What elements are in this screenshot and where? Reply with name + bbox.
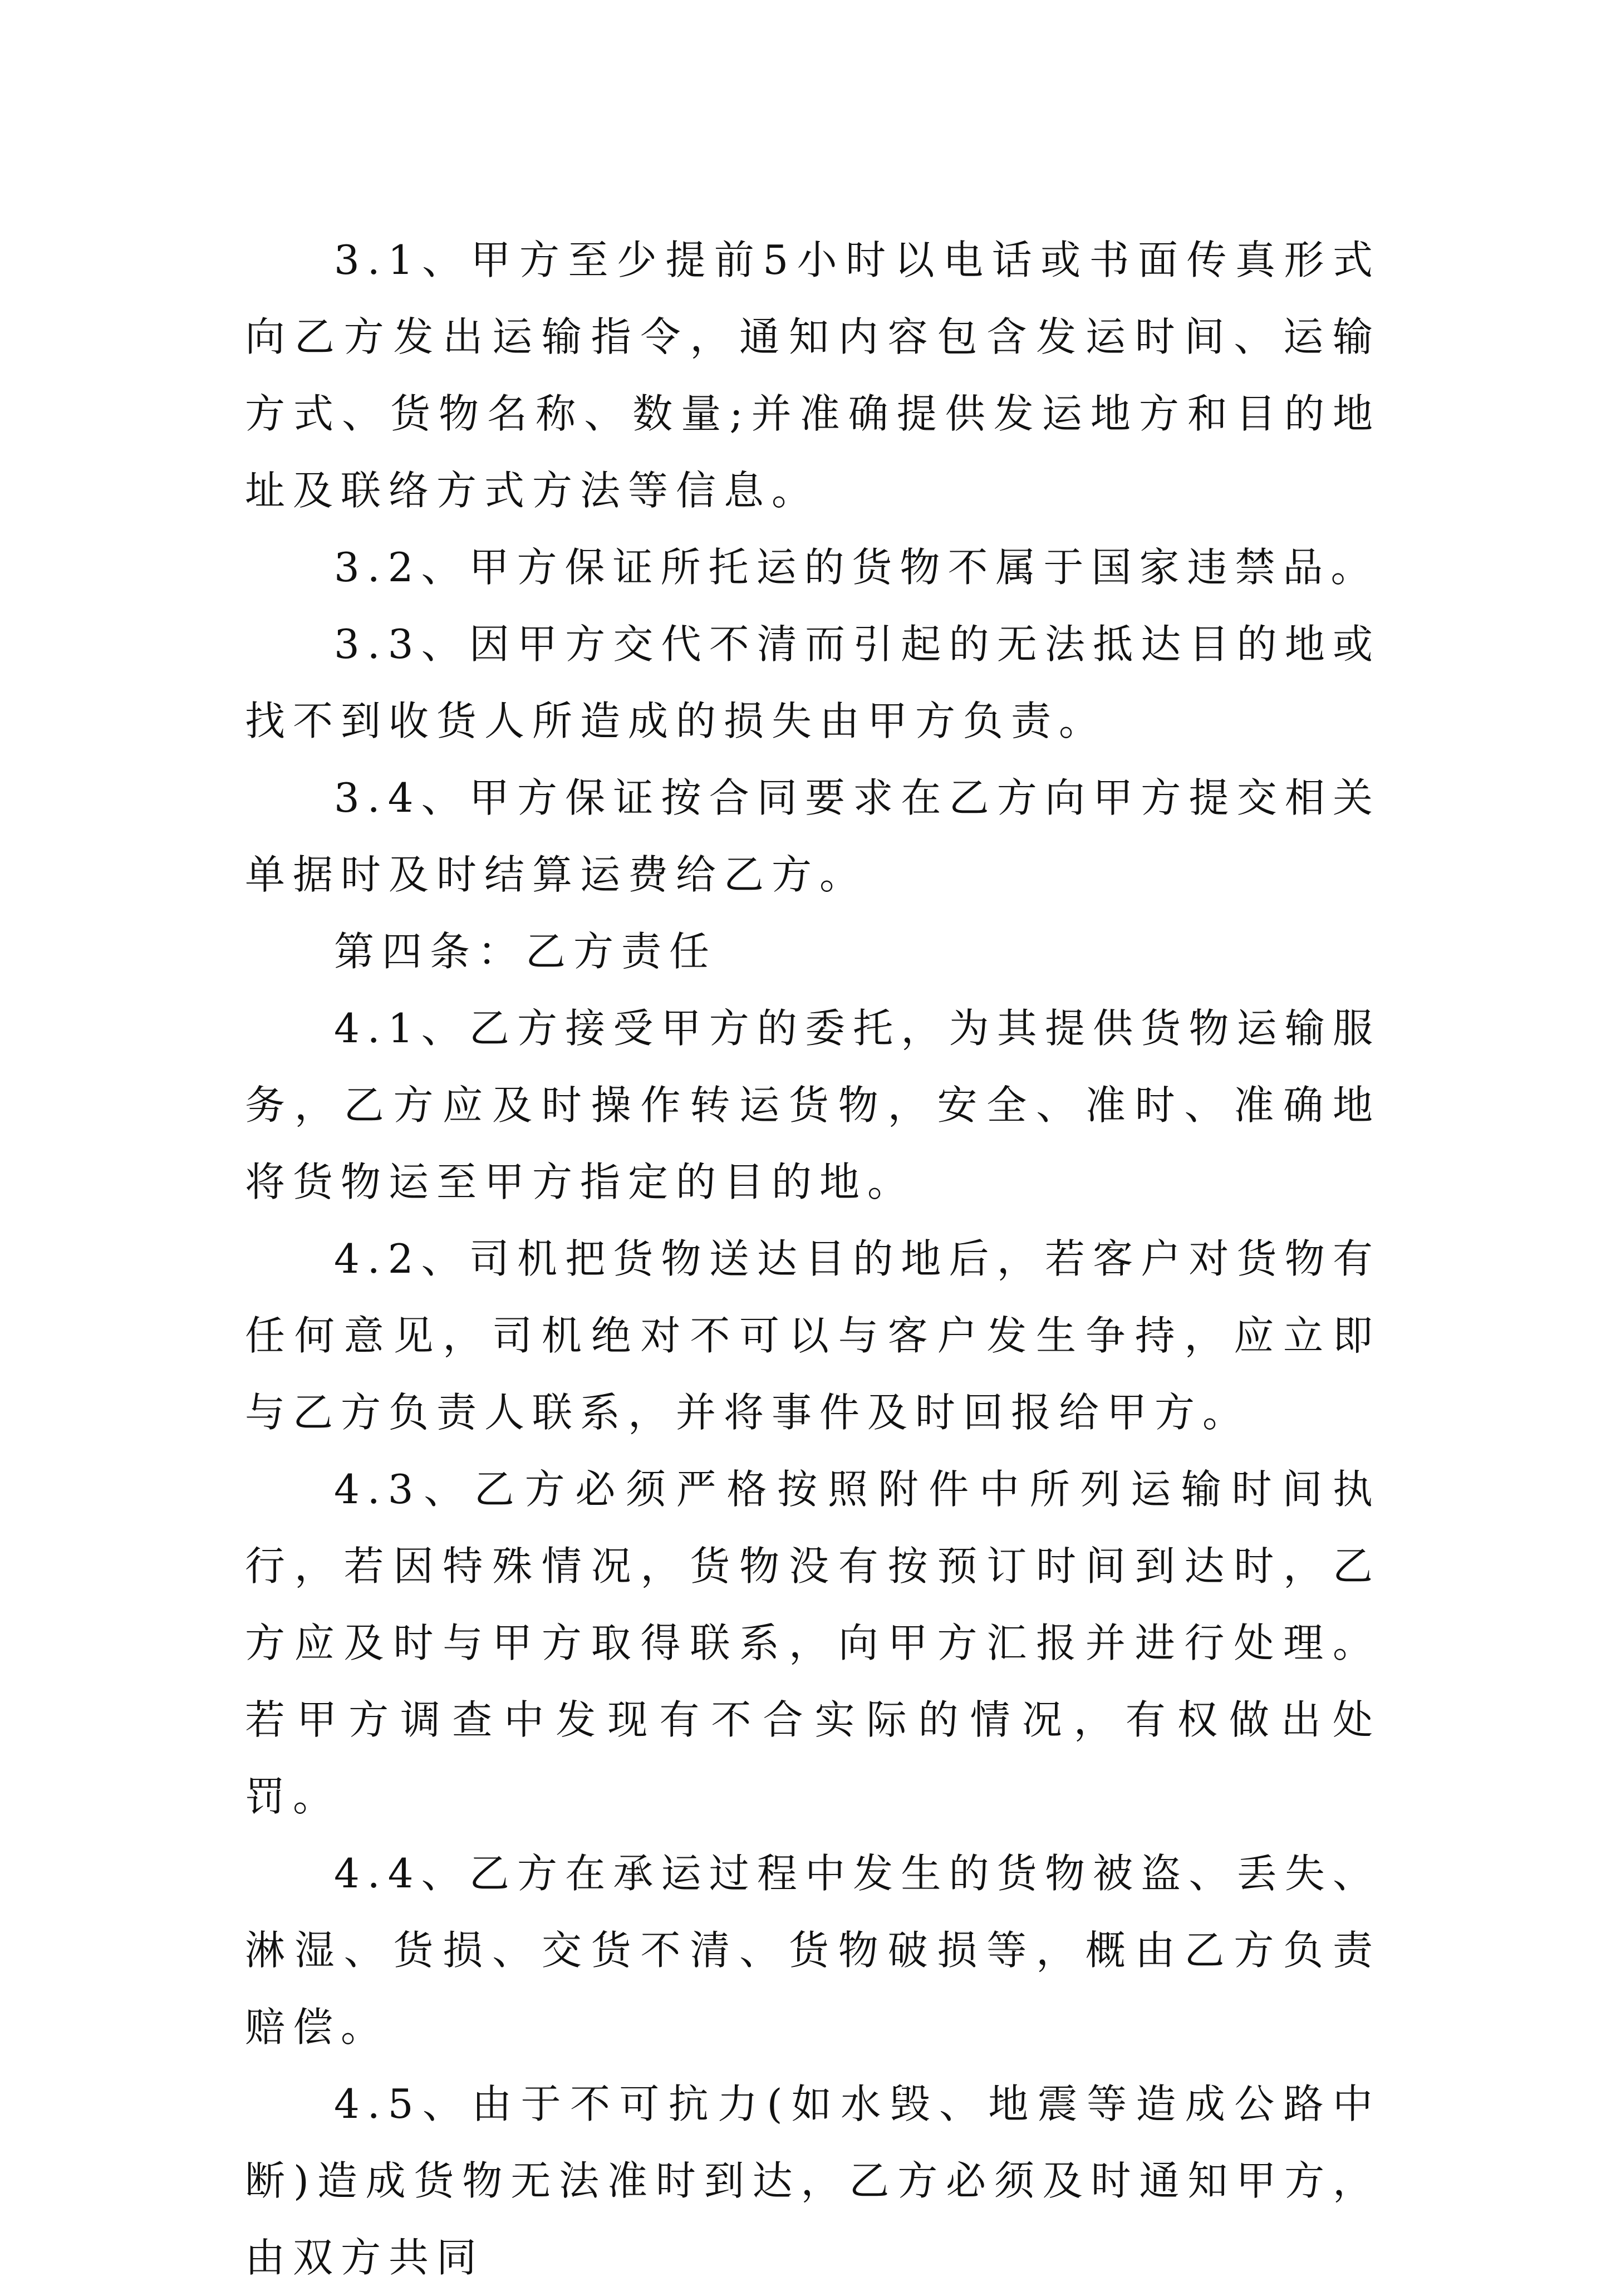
paragraph-4-5: 4.5、由于不可抗力(如水毁、地震等造成公路中断)造成货物无法准时到达，乙方必须及时通知甲方，由双方共同 (245, 2081, 1381, 2281)
paragraph-3-1: 3.1、甲方至少提前5小时以电话或书面传真形式向乙方发出运输指令，通知内容包含发运时间、运输方式、货物名称、数量;并准确提供发运地方和目的地址及联络方式方法等信息。 (245, 237, 1381, 514)
section-heading-article-4: 第四条：乙方责任 (334, 928, 718, 975)
paragraph-3-4: 3.4、甲方保证按合同要求在乙方向甲方提交相关单据时及时结算运费给乙方。 (245, 774, 1381, 898)
paragraph-4-3: 4.3、乙方必须严格按照附件中所列运输时间执行，若因特殊情况，货物没有按预订时间到达时，乙方应及时与甲方取得联系，向甲方汇报并进行处理。若甲方调查中发现有不合实际的情况，有权做出处罚。 (245, 1466, 1381, 1820)
paragraph-3-2: 3.2、甲方保证所托运的货物不属于国家违禁品。 (334, 544, 1379, 591)
paragraph-3-3: 3.3、因甲方交代不清而引起的无法抵达目的地或找不到收货人所造成的损失由甲方负责。 (245, 621, 1381, 744)
paragraph-4-4: 4.4、乙方在承运过程中发生的货物被盗、丢失、淋湿、货损、交货不清、货物破损等，概由乙方负责赔偿。 (245, 1850, 1381, 2050)
document-body (245, 222, 1381, 2296)
paragraph-4-2: 4.2、司机把货物送达目的地后，若客户对货物有任何意见，司机绝对不可以与客户发生争持，应立即与乙方负责人联系，并将事件及时回报给甲方。 (245, 1235, 1381, 1436)
paragraph-4-1: 4.1、乙方接受甲方的委托，为其提供货物运输服务，乙方应及时操作转运货物，安全、准时、准确地将货物运至甲方指定的目的地。 (245, 1005, 1381, 1205)
